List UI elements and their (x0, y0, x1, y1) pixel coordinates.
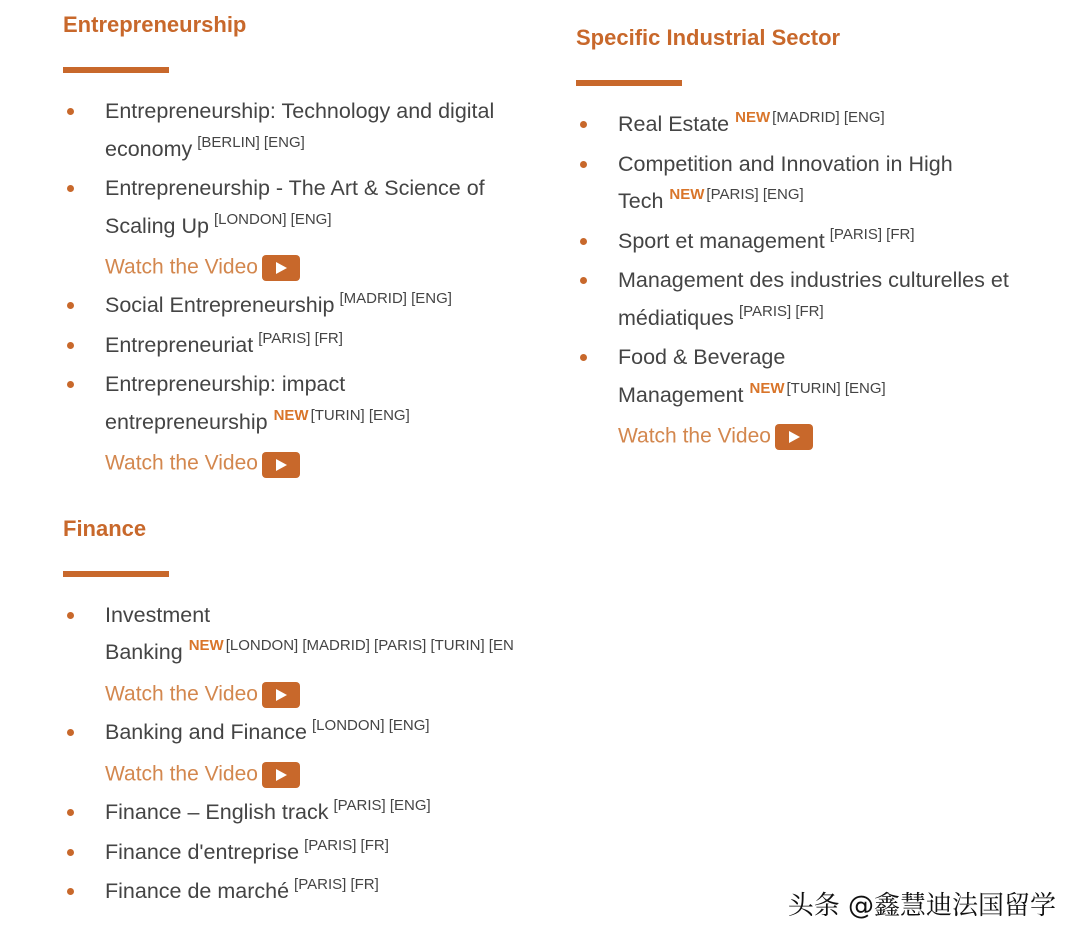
bullet-icon (67, 612, 74, 619)
program-name: Social Entrepreneurship (105, 293, 335, 318)
new-badge: NEW (669, 186, 705, 203)
program-name: Finance – English track (105, 800, 329, 825)
location-language-tags: [MADRID] [ENG] (772, 109, 885, 126)
section-divider (63, 67, 169, 73)
bullet-icon (580, 238, 587, 245)
watch-video-label: Watch the Video (618, 424, 771, 448)
new-badge: NEW (749, 379, 785, 397)
play-triangle-icon (276, 459, 287, 471)
section-divider (576, 80, 682, 86)
program-item[interactable] (63, 366, 558, 483)
program-name: Management (618, 382, 744, 407)
program-name: Sport et management (618, 228, 825, 253)
bullet-icon (67, 185, 74, 192)
location-language-tags: [TURIN] [ENG] (310, 406, 410, 424)
bullet-icon (67, 888, 74, 895)
program-name: Banking and Finance (105, 720, 308, 745)
program-name: Competition and Innovation in High (618, 151, 953, 176)
program-name-line (105, 794, 558, 834)
location-language-tags: [BERLIN] [ENG] (197, 133, 305, 151)
play-triangle-icon (789, 431, 800, 443)
program-item[interactable] (576, 223, 1056, 263)
program-name-line (618, 262, 1056, 300)
program-list (63, 597, 558, 913)
program-item[interactable] (63, 834, 558, 874)
location-language-tags: [PARIS] [FR] (304, 836, 389, 854)
location-language-tags: [PARIS] [FR] (294, 876, 379, 894)
bullet-icon (67, 809, 74, 816)
right-column (576, 23, 1056, 456)
program-name: entrepreneurship (105, 409, 268, 434)
location-language-tags: [PARIS] [ENG] (333, 797, 431, 815)
program-name-line (618, 300, 1056, 340)
play-icon[interactable] (262, 682, 300, 708)
section-title-finance: Finance (63, 515, 147, 541)
program-item[interactable] (63, 873, 558, 913)
program-name-line (105, 634, 558, 674)
section-title-entrepreneurship: Entrepreneurship (63, 12, 247, 37)
play-triangle-icon (276, 689, 287, 701)
program-name: Entrepreneuriat (105, 332, 254, 357)
program-name: Banking (105, 640, 183, 665)
play-icon[interactable] (262, 762, 300, 788)
program-name: Finance d'entreprise (105, 839, 300, 864)
watch-video-link[interactable] (105, 754, 558, 794)
bullet-icon (67, 729, 74, 736)
program-item[interactable] (576, 339, 1056, 456)
play-icon[interactable] (262, 255, 300, 281)
watermark: 头条 @鑫慧迪法国留学 (787, 891, 1056, 921)
bullet-icon (67, 381, 74, 388)
program-name: Food & Beverage (618, 345, 786, 369)
program-name: Entrepreneurship: impact (105, 372, 346, 397)
section-divider (63, 571, 169, 577)
program-item[interactable] (63, 93, 558, 170)
location-language-tags: [TURIN] [ENG] (786, 379, 886, 397)
location-language-tags: [LONDON] [MADRID] [PARIS] [TURIN] [EN (225, 637, 514, 655)
location-language-tags: [MADRID] [ENG] (339, 290, 452, 308)
bullet-icon (580, 161, 587, 168)
watch-video-link[interactable] (618, 416, 1056, 456)
program-name: Scaling Up (105, 213, 209, 238)
program-item[interactable] (63, 714, 558, 794)
program-name: médiatiques (618, 305, 734, 330)
location-language-tags: [PARIS] [FR] (829, 225, 915, 243)
program-name-line (105, 873, 558, 913)
program-name-line (105, 131, 558, 171)
program-name-line (105, 170, 558, 208)
program-item[interactable] (63, 170, 558, 287)
location-language-tags: [PARIS] [ENG] (706, 186, 804, 203)
watch-video-link[interactable] (105, 443, 558, 483)
program-item[interactable] (576, 106, 1056, 146)
bullet-icon (67, 108, 74, 115)
play-triangle-icon (276, 262, 287, 274)
program-name-line (105, 287, 558, 327)
program-name-line (105, 834, 558, 874)
watch-video-label: Watch the Video (105, 451, 258, 475)
program-item[interactable] (63, 327, 558, 367)
bullet-icon (67, 342, 74, 349)
bullet-icon (580, 354, 587, 361)
new-badge: NEW (188, 637, 224, 655)
program-name-line (105, 714, 558, 754)
program-name: Tech (618, 189, 664, 213)
entrepreneurship-section (63, 10, 558, 484)
watch-video-link[interactable] (105, 247, 558, 287)
program-name: Management des industries culturelles et (618, 268, 1009, 292)
play-icon[interactable] (262, 452, 300, 478)
section-title-sector: Specific Industrial Sector (576, 25, 841, 50)
program-name-line (618, 339, 1056, 377)
watch-video-label: Watch the Video (105, 682, 258, 706)
program-name-line (105, 597, 558, 635)
program-item[interactable] (63, 287, 558, 327)
program-name: Entrepreneurship - The Art & Science of (105, 176, 485, 200)
play-triangle-icon (276, 769, 287, 781)
program-name-line (105, 404, 558, 444)
finance-section (63, 514, 558, 913)
program-list (63, 93, 558, 484)
bullet-icon (67, 849, 74, 856)
bullet-icon (67, 302, 74, 309)
program-item[interactable] (576, 262, 1056, 339)
program-name-line (105, 93, 558, 131)
location-language-tags: [PARIS] [FR] (258, 329, 343, 347)
program-name-line (618, 183, 1056, 223)
location-language-tags: [PARIS] [FR] (738, 302, 824, 320)
program-name: economy (105, 136, 193, 161)
location-language-tags: [LONDON] [ENG] (213, 210, 332, 228)
program-name: Entrepreneurship: Technology and digital (105, 99, 495, 123)
bullet-icon (580, 121, 587, 128)
program-name: Real Estate (618, 112, 730, 136)
location-language-tags: [LONDON] [ENG] (312, 717, 430, 735)
play-icon[interactable] (775, 424, 813, 450)
watch-video-label: Watch the Video (105, 255, 258, 279)
bullet-icon (580, 277, 587, 284)
program-item[interactable] (63, 597, 558, 714)
program-name-line (105, 327, 558, 367)
program-name-line (618, 106, 1056, 146)
new-badge: NEW (735, 109, 771, 126)
sector-section (576, 23, 1056, 456)
program-item[interactable] (63, 794, 558, 834)
program-name-line (618, 377, 1056, 417)
program-name-line (618, 223, 1056, 263)
left-column (63, 10, 558, 913)
new-badge: NEW (273, 406, 309, 424)
watch-video-label: Watch the Video (105, 762, 258, 786)
program-list (576, 106, 1056, 456)
program-name-line (105, 208, 558, 248)
watch-video-link[interactable] (105, 674, 558, 714)
program-name: Finance de marché (105, 879, 290, 904)
program-name-line (105, 366, 558, 404)
program-name: Investment (105, 602, 211, 627)
program-item[interactable] (576, 146, 1056, 223)
program-name-line (618, 146, 1056, 184)
